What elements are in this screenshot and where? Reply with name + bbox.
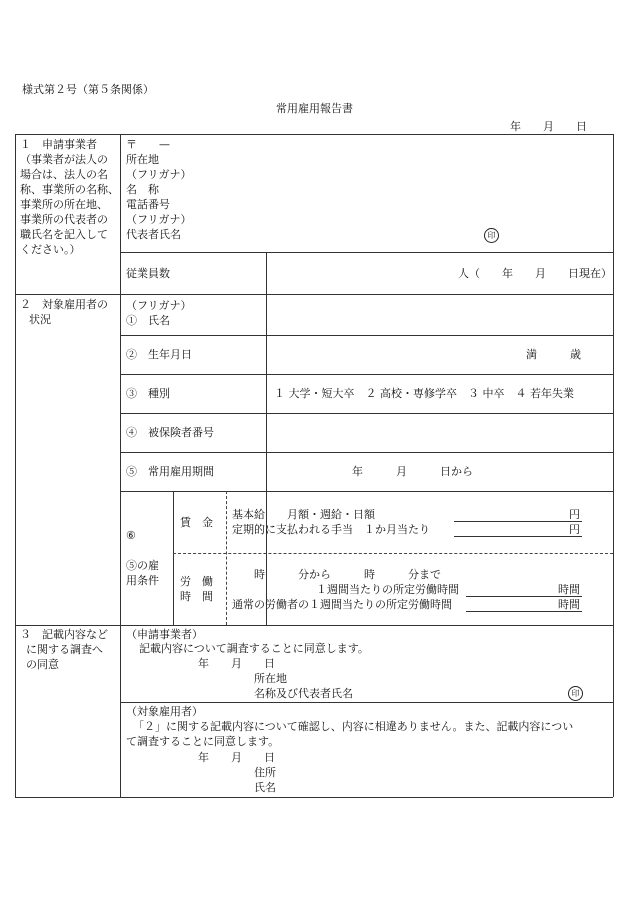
applicant-fields — [126, 137, 191, 242]
section2-label: ２ 対象雇用者の 状況 — [20, 298, 108, 326]
standard-hours-label: 通常の労働者の１週間当たりの所定労働時間 — [232, 598, 452, 611]
employees-value[interactable]: 人（ 年 月 日現在） — [458, 267, 612, 280]
applicant-consent-address[interactable]: 所在地 — [254, 672, 287, 685]
employee-consent-text-2: て調査することに同意します。 — [126, 735, 280, 748]
employee-consent-heading: （対象雇用者） — [126, 705, 203, 718]
report-date: 年 月 日 — [510, 120, 587, 133]
form-number: 様式第２号（第５条関係） — [22, 83, 154, 96]
employee-name-field[interactable] — [268, 297, 611, 333]
employment-period-value[interactable]: 年 月 日から — [352, 465, 473, 478]
age-value[interactable]: 満 歳 — [526, 348, 581, 361]
furigana-label-2: （フリガナ） — [126, 213, 192, 226]
postal-code-field[interactable]: 〒 — — [126, 138, 170, 151]
applicant-consent-date[interactable]: 年 月 日 — [198, 657, 275, 670]
conditions-label: ⑤の雇 用条件 — [126, 559, 159, 587]
birthdate-label: ② 生年月日 — [126, 348, 192, 361]
wage-basic-unit: 円 — [569, 508, 580, 521]
employee-consent-text-1: 「２」に関する記載内容について確認し、内容に相違ありません。また、記載内容につい — [133, 720, 574, 733]
wage-allowance-label: 定期的に支払われる手当 １か月当たり — [232, 523, 430, 536]
representative-field[interactable]: 代表者氏名 — [126, 228, 181, 241]
wage-basic-label: 基本給 月額・週給・日額 — [232, 508, 375, 521]
seal-stamp-1: 印 — [484, 228, 499, 243]
category-label: ③ 種別 — [126, 387, 170, 400]
conditions-number: ⑥ — [126, 529, 136, 542]
applicant-consent-heading: （申請事業者） — [126, 628, 203, 641]
employee-consent-date[interactable]: 年 月 日 — [198, 751, 275, 764]
applicant-consent-name[interactable]: 名称及び代表者氏名 — [254, 687, 353, 700]
wage-allowance-unit: 円 — [569, 523, 580, 536]
company-name-field[interactable]: 名 称 — [126, 183, 159, 196]
weekly-hours-label: １週間当たりの所定労働時間 — [316, 583, 459, 596]
labor-hours-range[interactable]: 時 分から 時 分まで — [254, 568, 441, 581]
phone-field[interactable]: 電話番号 — [126, 198, 170, 211]
furigana-label: （フリガナ） — [126, 168, 192, 181]
seal-stamp-2: 印 — [568, 686, 583, 701]
standard-hours-unit: 時間 — [558, 598, 580, 611]
applicant-consent-text: 記載内容について調査することに同意します。 — [139, 642, 369, 655]
section1-label: １ 申請事業者 （事業者が法人の 場合は、法人の名 称、事業所の名称、 事業所の所在地、 事業所の代表者の 職氏名を記入して ください。） — [20, 138, 119, 256]
employment-period-label: ⑤ 常用雇用期間 — [126, 465, 214, 478]
employee-consent-name[interactable]: 氏名 — [254, 781, 276, 794]
employees-label: 従業員数 — [126, 267, 170, 280]
wage-label: 賃 金 — [180, 516, 213, 529]
insured-number-label: ④ 被保険者番号 — [126, 426, 214, 439]
section3-label: ３ 記載内容など に関する調査へ の同意 — [20, 628, 108, 671]
address-field[interactable]: 所在地 — [126, 153, 159, 166]
weekly-hours-unit: 時間 — [558, 583, 580, 596]
form-title: 常用雇用報告書 — [276, 102, 353, 115]
employee-name-label: （フリガナ） ① 氏名 — [126, 299, 192, 327]
insured-number-field[interactable] — [268, 415, 611, 451]
employee-consent-address[interactable]: 住所 — [254, 766, 276, 779]
labor-hours-label: 労 働 時 間 — [180, 575, 213, 603]
category-options[interactable]: １ 大学・短大卒 ２ 高校・専修学卒 ３ 中卒 ４ 若年失業 — [274, 387, 574, 400]
